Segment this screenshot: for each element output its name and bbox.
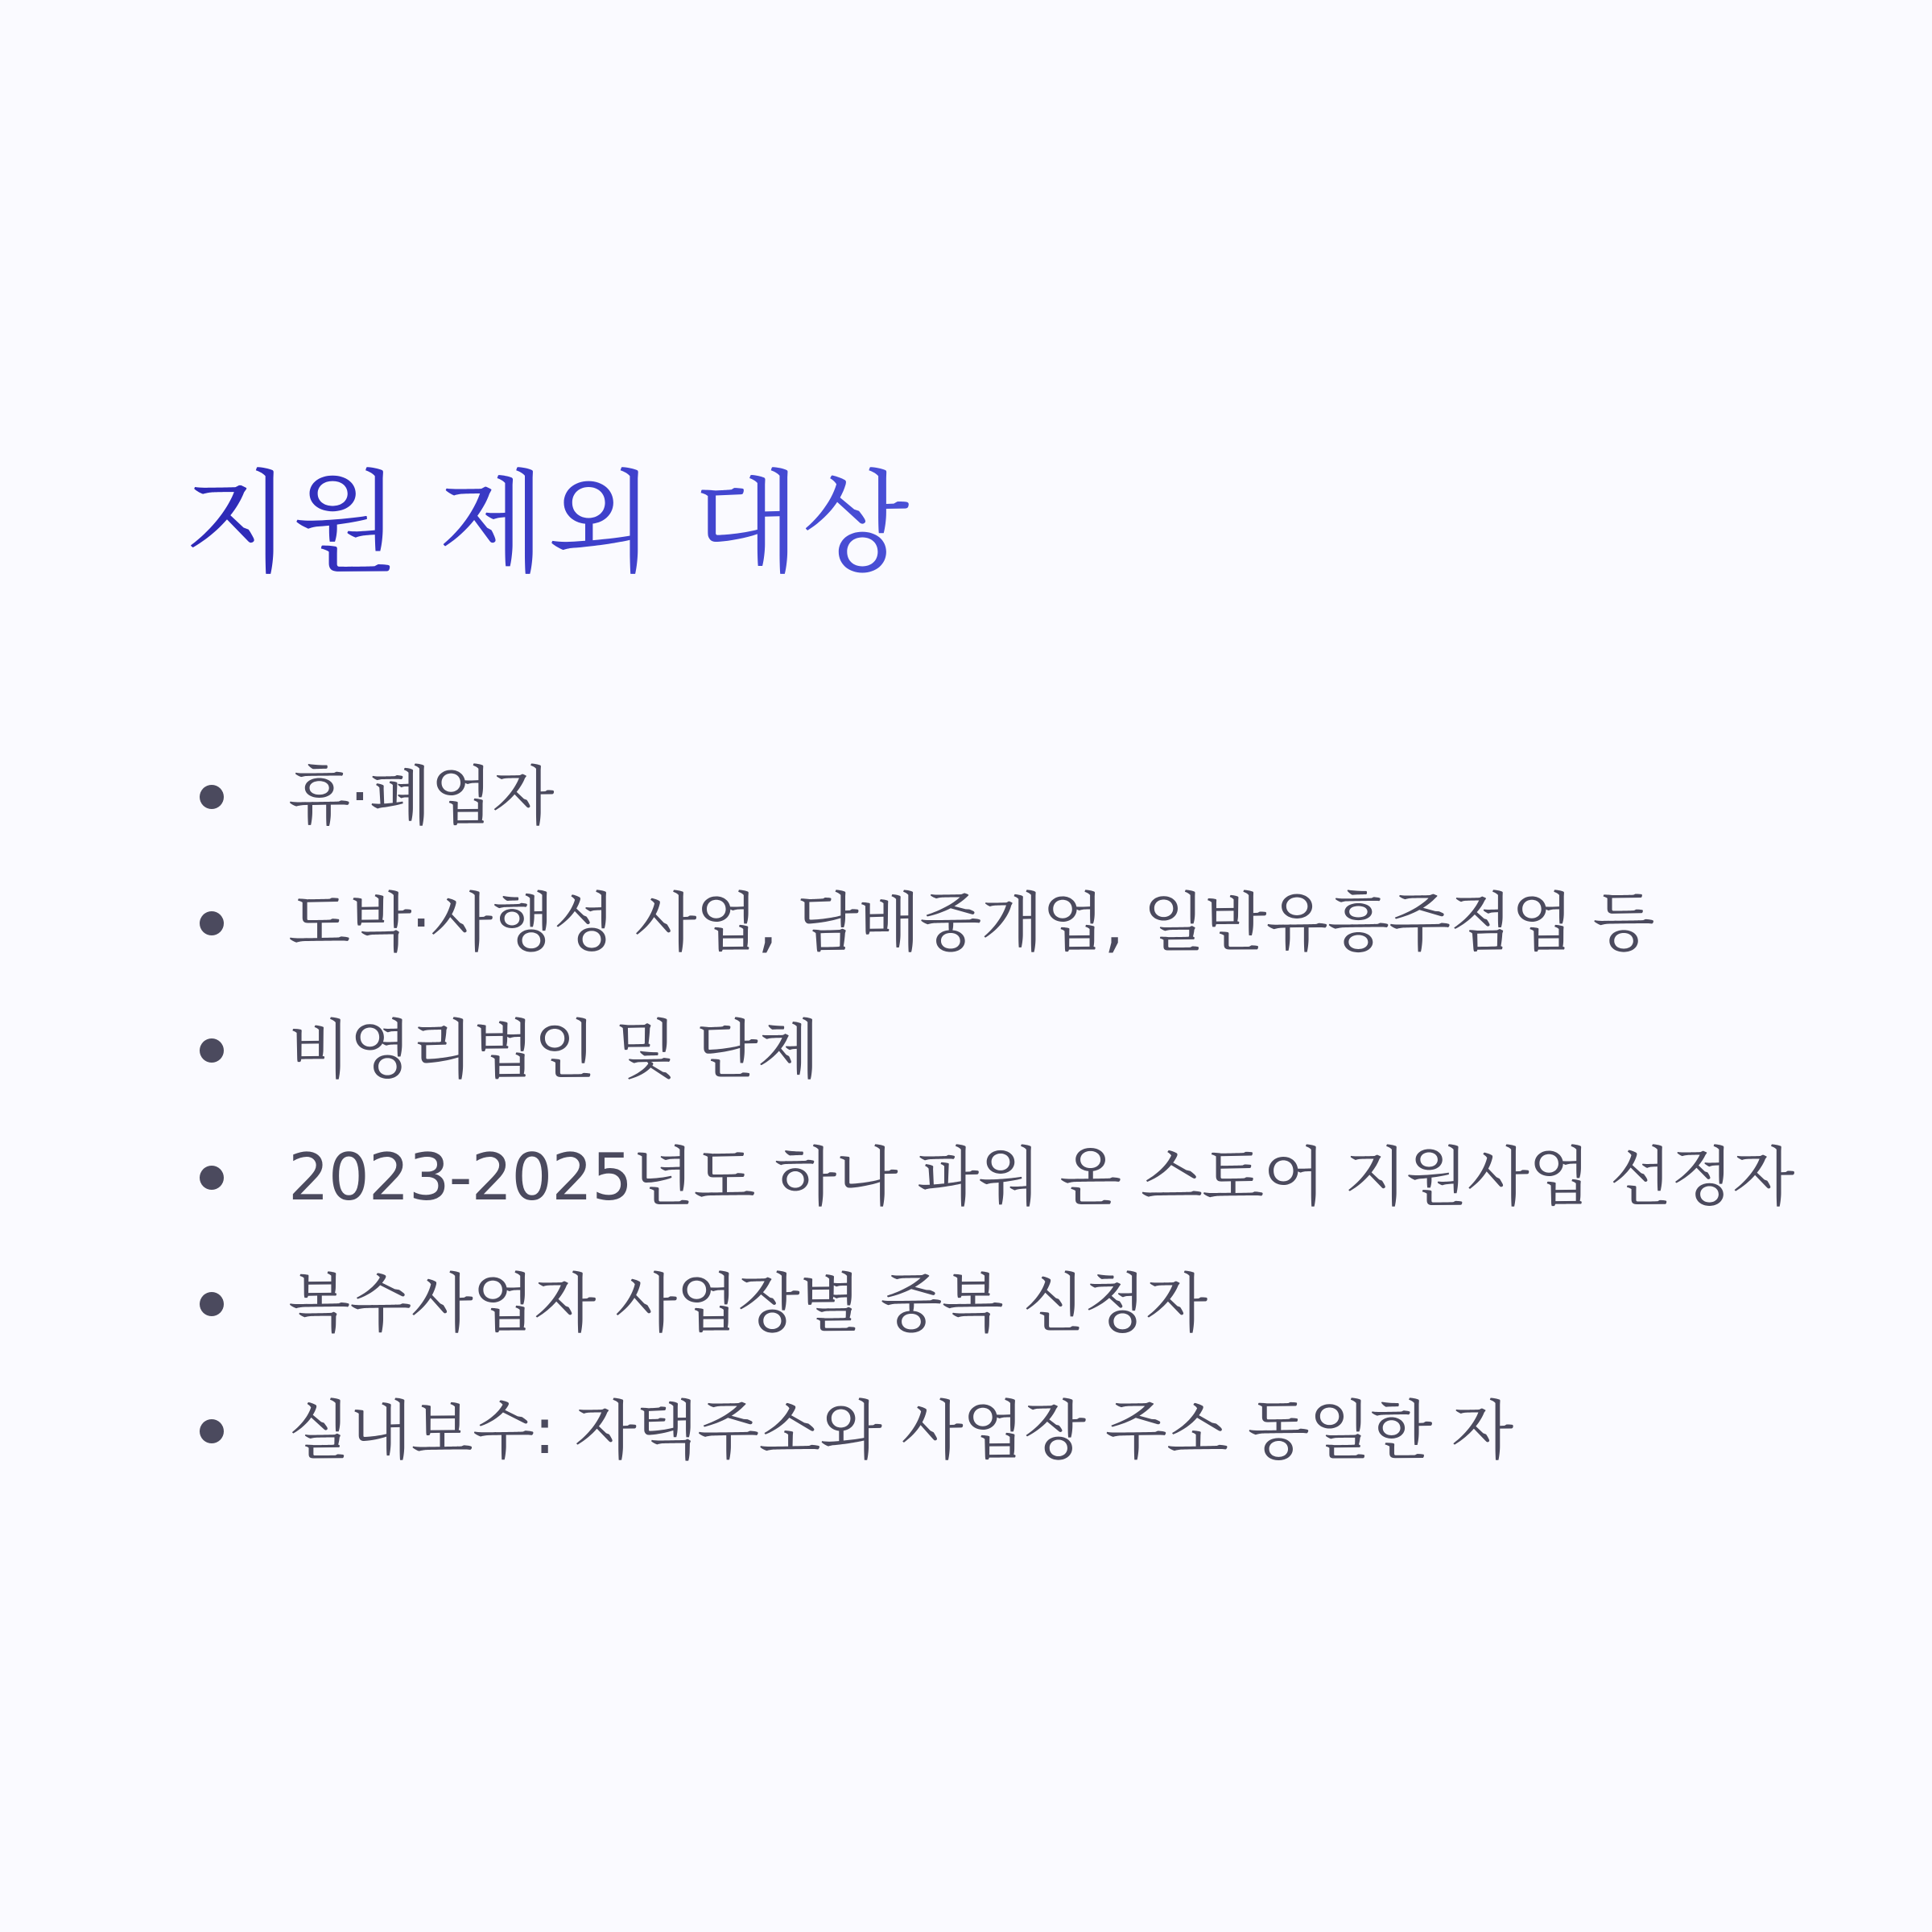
list-item-label: 실내보수: 자택주소와 사업장 주소 동일한 자 <box>288 1393 1513 1468</box>
list-item-label: 휴·폐업자 <box>288 759 554 834</box>
list-item-label: 비영리법인 및 단체 <box>288 1013 819 1088</box>
bullet-dot-icon <box>200 911 224 935</box>
list-item-duplicate-applicants <box>200 1260 1207 1348</box>
list-item-label: 복수사업자 사업장별 중복 신청자 <box>288 1266 1208 1341</box>
list-item-nonprofit <box>200 1006 819 1095</box>
bullet-dot-icon <box>200 1419 224 1443</box>
list-item-closed-business <box>200 753 554 841</box>
list-item-home-address-match <box>200 1387 1513 1476</box>
bullet-dot-icon <box>200 785 224 809</box>
bullet-dot-icon <box>200 1166 224 1190</box>
page-title: 지원 제외 대상 <box>184 456 911 592</box>
list-item-label: 도박·사행성 사업, 담배중개업, 일반유흥주점업 등 <box>288 886 1654 960</box>
bullet-dot-icon <box>200 1038 224 1063</box>
list-item-label: 2023-2025년도 하나 파워 온 스토어 지원사업 선정자 <box>288 1140 1794 1215</box>
list-item-restricted-industries <box>200 879 1654 968</box>
bullet-dot-icon <box>200 1292 224 1316</box>
list-item-previous-recipients <box>200 1133 1794 1222</box>
